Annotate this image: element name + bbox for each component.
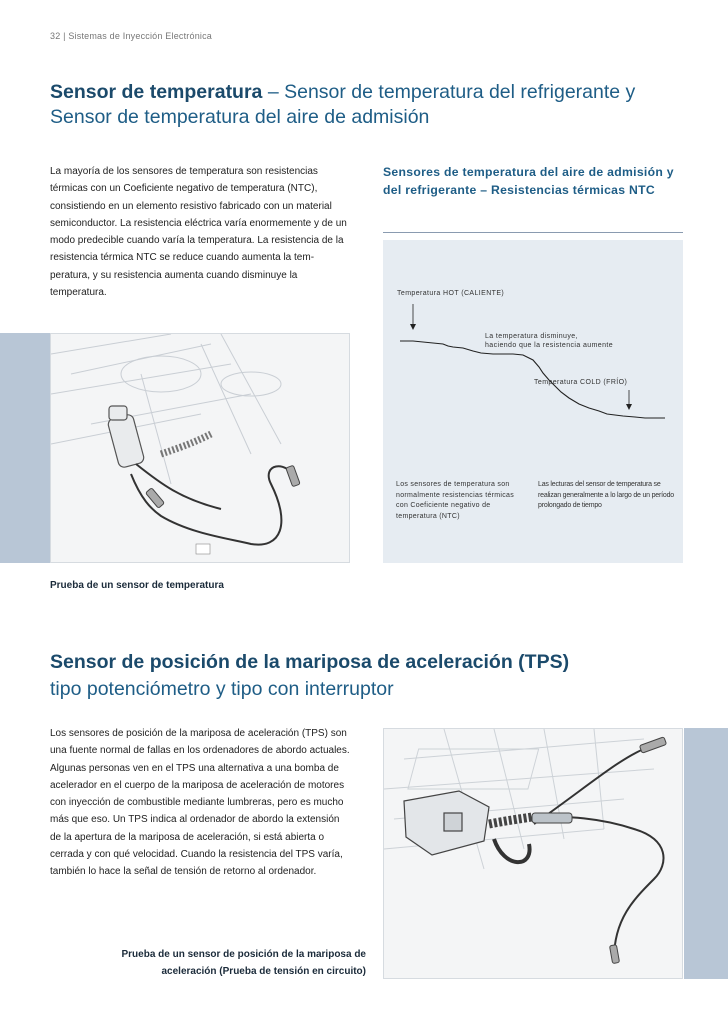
label-decrease-2: haciendo que la resistencia aumente <box>485 342 614 349</box>
label-decrease-1: La temperatura disminuye, <box>485 333 578 340</box>
tps-sensor-test-photo <box>383 728 683 979</box>
section2-title-bold: Sensor de posición de la mariposa de aceleración (TPS) <box>50 651 570 673</box>
page-header: 32 | Sistemas de Inyección Electrónica <box>50 31 213 41</box>
tps-connector-hose <box>489 817 532 824</box>
section1-title <box>50 80 690 130</box>
decorative-band-left <box>0 333 50 563</box>
section1-title-dash: – <box>262 81 285 103</box>
section2-paragraph: Los sensores de posición de la mariposa de aceleración (TPS) son una fuente normal de fallas en los ordenadores de abordo actuales. Algunas personas ven en el TPS una alternativa a una bomba de acelerador en el cuerpo de la mariposa de aceleración de motores con inyección de combustible mediante lumbreras, pero es mucho más que eso. Un TPS indica al ordenador de abordo la extensión de la apertura de la mariposa de aceleración, si está abierta o cerrada y con qué velocidad. Cuando la resistencia del TPS varía, también lo hace la señal de tensión de retorno al ordenador. <box>50 728 350 878</box>
temperature-sensor-test-photo <box>50 333 350 563</box>
cold-arrow-head <box>626 404 632 410</box>
section2-title-light: tipo potenciómetro y tipo con interruptor <box>50 678 394 700</box>
decorative-band-right <box>684 728 728 979</box>
probe-label-tag <box>196 544 210 554</box>
resistance-graph-panel <box>383 240 683 563</box>
label-hot: Temperatura HOT (CALIENTE) <box>397 290 505 297</box>
tps-sensor-illustration <box>384 729 683 979</box>
tps-loop-cable <box>494 839 530 862</box>
section1-title-bold: Sensor de temperatura <box>50 81 263 103</box>
note-readings: Las lecturas del sensor de temperatura se realizan generalmente a lo largo de un período prolongado de tiempo <box>538 481 674 510</box>
tps-probe-tips <box>532 737 667 964</box>
tps-caption-line1: Prueba de un sensor de posición de la mariposa de <box>121 949 366 960</box>
ntc-sidebar-title: Sensores de temperatura del aire de admisión y del refrigerante – Resistencias térmicas NTC <box>383 165 674 197</box>
corrugated-hose <box>161 434 211 454</box>
tps-photo-caption <box>50 946 366 980</box>
label-cold: Temperatura COLD (FRÍO) <box>534 379 628 386</box>
hot-arrow-head <box>410 324 416 330</box>
temperature-sensor-illustration <box>51 334 350 563</box>
section1-title-light: Sensor de temperatura del refrigerante y Sensor de temperatura del aire de admisión <box>50 81 636 128</box>
temperature-photo-caption: Prueba de un sensor de temperatura <box>50 580 224 591</box>
section2-title <box>50 646 700 706</box>
note-ntc: Los sensores de temperatura son normalmente resistencias térmicas con Coeficiente negativo de temperatura (NTC) <box>396 481 515 520</box>
sidebar-divider <box>383 232 683 233</box>
tps-caption-line2: aceleración (Prueba de tensión en circuito) <box>161 966 366 977</box>
tps-body <box>404 791 489 855</box>
section1-paragraph: La mayoría de los sensores de temperatura son resistencias térmicas con un Coeficiente negativo de temperatura (NTC), consistiendo en un elemento resistivo fabricado con un material semiconductor. La resistencia eléctrica varía enormemente y de un modo predecible cuando varía la temperatura. La resistencia de la resistencia térmica NTC se reduce cuando aumenta la temperatura, y su resistencia aumenta cuando disminuye la temperatura. <box>50 166 347 299</box>
